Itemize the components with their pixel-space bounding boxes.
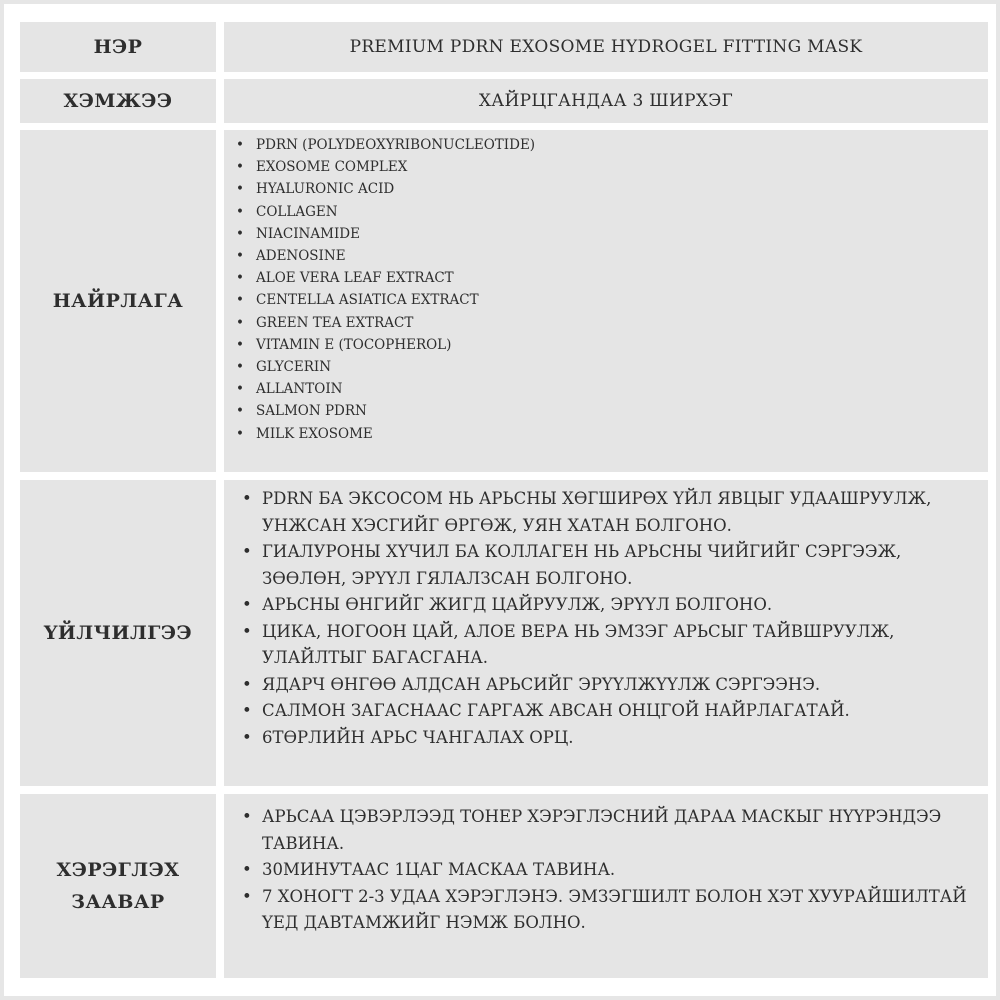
ingredient-item: • HYALURONIC ACID — [234, 178, 535, 200]
ingredient-item: • PDRN (POLYDEOXYRIBONUCLEOTIDE) — [234, 134, 535, 156]
size-value: ХАЙРЦГАНДАА 3 ШИРХЭГ — [478, 91, 734, 111]
size-value-cell — [224, 79, 988, 123]
ingredient-item: • VITAMIN E (TOCOPHEROL) — [234, 334, 535, 356]
name-label-cell — [20, 22, 216, 72]
effect-item: • АРЬСНЫ ӨНГИЙГ ЖИГД ЦАЙРУУЛЖ, ЭРҮҮЛ БОЛГОНО. — [238, 592, 972, 619]
size-label: ХЭМЖЭЭ — [63, 90, 173, 112]
ingredient-item: • GREEN TEA EXTRACT — [234, 312, 535, 334]
usage-item: • 30МИНУТААС 1ЦАГ МАСКАА ТАВИНА. — [238, 857, 972, 884]
ingredients-label: НАЙРЛАГА — [52, 290, 184, 312]
effects-label: ҮЙЛЧИЛГЭЭ — [43, 622, 193, 644]
effect-item: • 6ТӨРЛИЙН АРЬС ЧАНГАЛАХ ОРЦ. — [238, 725, 972, 752]
usage-list — [238, 804, 972, 937]
usage-list-cell — [224, 794, 988, 978]
effects-list — [238, 486, 972, 751]
usage-item: • 7 ХОНОГТ 2-3 УДАА ХЭРЭГЛЭНЭ. ЭМЗЭГШИЛТ БОЛОН ХЭТ ХУУРАЙШИЛТАЙ ҮЕД ДАВТАМЖИЙГ НЭМЖ БОЛНО. — [238, 884, 972, 937]
ingredient-item: • NIACINAMIDE — [234, 223, 535, 245]
ingredient-item: • MILK EXOSOME — [234, 423, 535, 445]
size-label-cell — [20, 79, 216, 123]
effects-list-cell — [224, 480, 988, 786]
ingredient-item: • GLYCERIN — [234, 356, 535, 378]
effect-item: • PDRN БА ЭКСОСОМ НЬ АРЬСНЫ ХӨГШИРӨХ ҮЙЛ ЯВЦЫГ УДААШРУУЛЖ, УНЖСАН ХЭСГИЙГ ӨРГӨЖ, УЯН ХАТАН БОЛГОНО. — [238, 486, 972, 539]
ingredient-item: • CENTELLA ASIATICA EXTRACT — [234, 289, 535, 311]
ingredient-item: • EXOSOME COMPLEX — [234, 156, 535, 178]
ingredients-list — [234, 134, 535, 445]
ingredient-item: • ADENOSINE — [234, 245, 535, 267]
usage-label-line1: ХЭРЭГЛЭХ — [56, 859, 180, 881]
usage-label-line2: ЗААВАР — [71, 891, 165, 913]
effect-item: • ГИАЛУРОНЫ ХҮЧИЛ БА КОЛЛАГЕН НЬ АРЬСНЫ ЧИЙГИЙГ СЭРГЭЭЖ, ЗӨӨЛӨН, ЭРҮҮЛ ГЯЛАЛЗСАН БОЛГОНО. — [238, 539, 972, 592]
effects-label-cell — [20, 480, 216, 786]
ingredients-list-cell — [224, 130, 988, 472]
ingredient-item: • SALMON PDRN — [234, 400, 535, 422]
usage-label-cell — [20, 794, 216, 978]
ingredient-item: • ALOE VERA LEAF EXTRACT — [234, 267, 535, 289]
effect-item: • САЛМОН ЗАГАСНААС ГАРГАЖ АВСАН ОНЦГОЙ НАЙРЛАГАТАЙ. — [238, 698, 972, 725]
effect-item: • ЯДАРЧ ӨНГӨӨ АЛДСАН АРЬСИЙГ ЭРҮҮЛЖҮҮЛЖ СЭРГЭЭНЭ. — [238, 672, 972, 699]
name-value-cell — [224, 22, 988, 72]
ingredients-label-cell — [20, 130, 216, 472]
name-label: НЭР — [93, 36, 143, 58]
ingredient-item: • COLLAGEN — [234, 201, 535, 223]
usage-item: • АРЬСАА ЦЭВЭРЛЭЭД ТОНЕР ХЭРЭГЛЭСНИЙ ДАРАА МАСКЫГ НҮҮРЭНДЭЭ ТАВИНА. — [238, 804, 972, 857]
product-name: PREMIUM PDRN EXOSOME HYDROGEL FITTING MASK — [349, 37, 863, 57]
effect-item: • ЦИКА, НОГООН ЦАЙ, АЛОЕ ВЕРА НЬ ЭМЗЭГ АРЬСЫГ ТАЙВШРУУЛЖ, УЛАЙЛТЫГ БАГАСГАНА. — [238, 619, 972, 672]
ingredient-item: • ALLANTOIN — [234, 378, 535, 400]
